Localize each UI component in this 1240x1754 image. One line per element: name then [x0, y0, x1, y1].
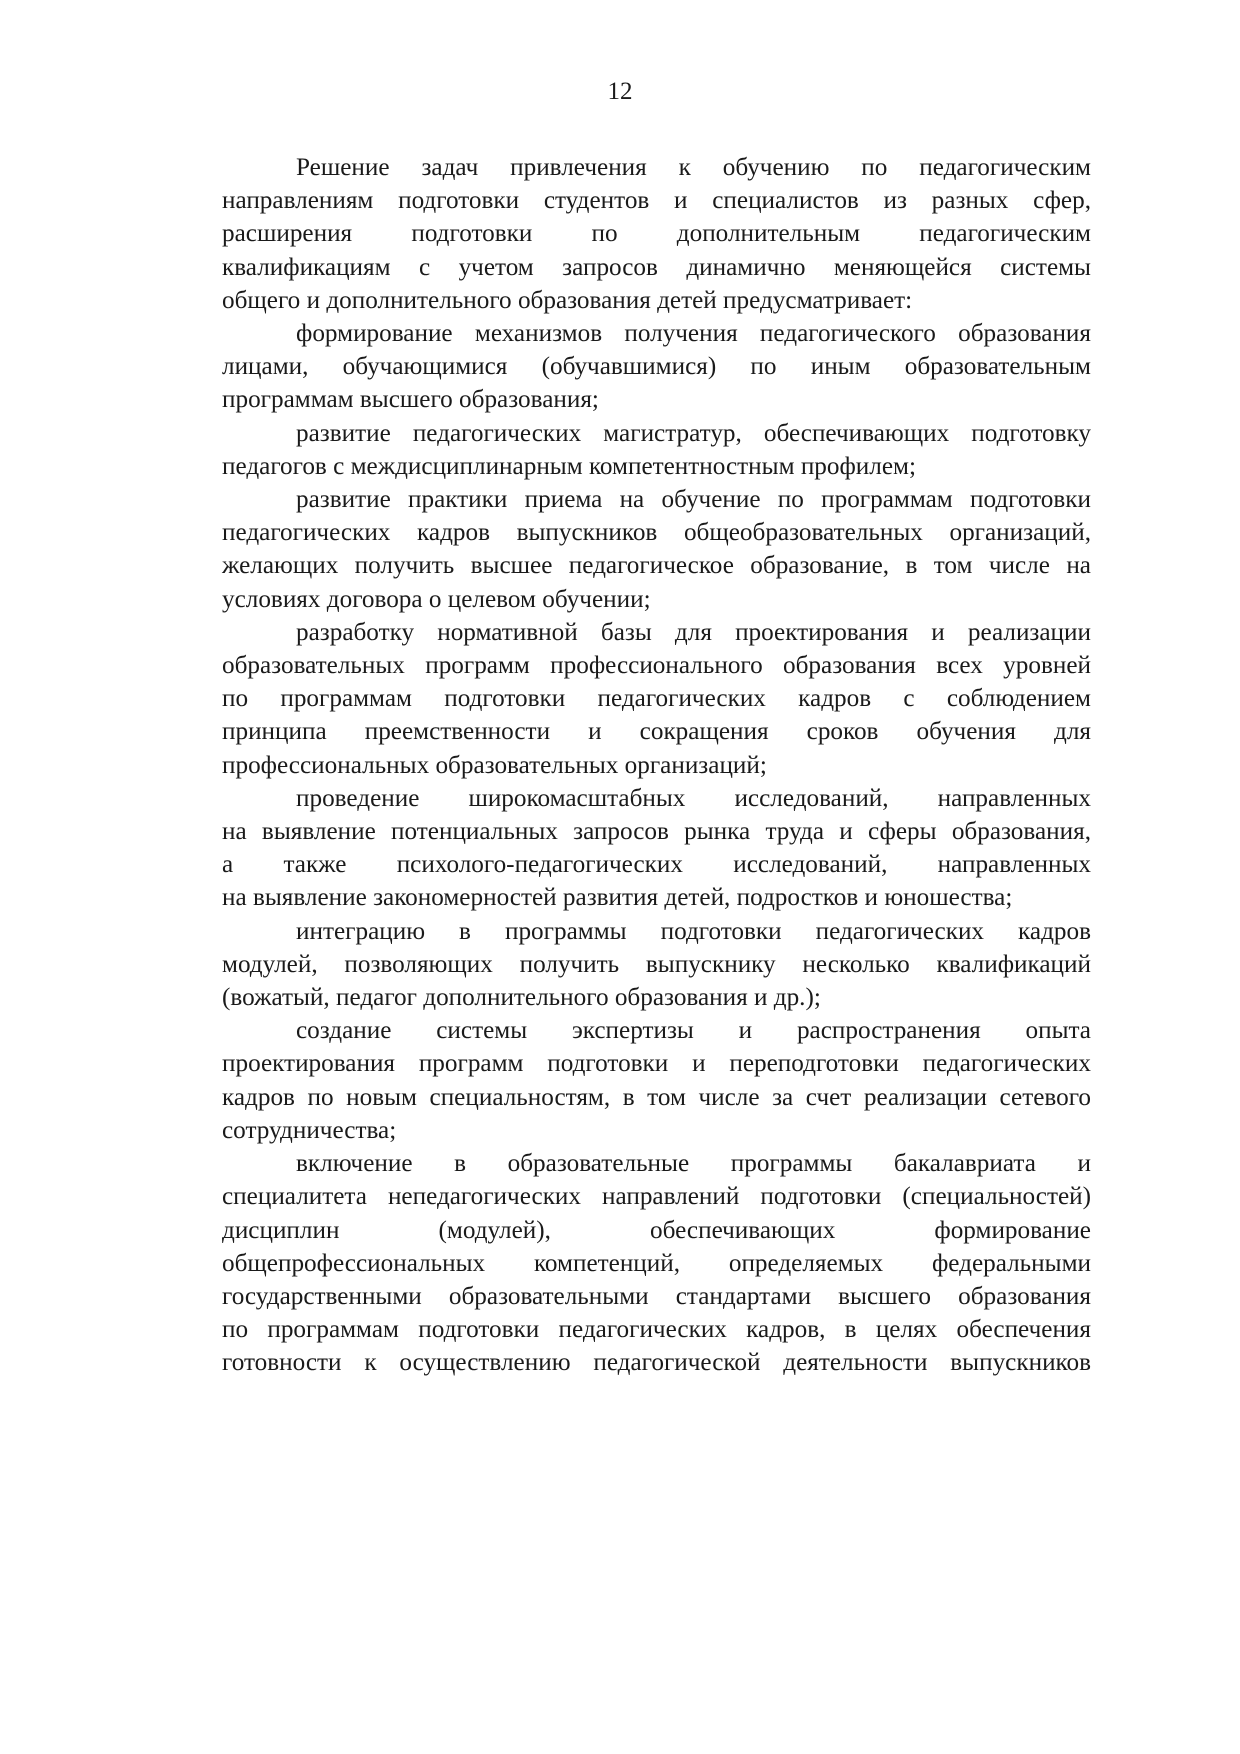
paragraph	[148, 317, 1091, 417]
text-line: на выявление закономерностей развития детей, подростков и юношества;	[222, 884, 1013, 912]
text-line: лицами, обучающимися (обучавшимися) по иным образовательным	[222, 353, 1091, 381]
text-line: разработку нормативной базы для проектирования и реализации	[296, 618, 1091, 646]
text-line: сотрудничества;	[222, 1116, 397, 1144]
text-line: программам высшего образования;	[222, 386, 599, 414]
text-line: проведение широкомасштабных исследований, направленных	[296, 784, 1091, 812]
paragraph	[148, 483, 1091, 616]
paragraph	[148, 1014, 1091, 1147]
text-line: квалификациям с учетом запросов динамично меняющейся системы	[222, 253, 1091, 281]
text-line: интеграцию в программы подготовки педагогических кадров	[296, 917, 1091, 945]
paragraph	[148, 417, 1091, 483]
text-line: специалитета непедагогических направлений подготовки (специальностей)	[222, 1183, 1091, 1211]
text-line: направлениям подготовки студентов и специалистов из разных сфер,	[222, 187, 1091, 215]
text-line: расширения подготовки по дополнительным педагогическим	[222, 220, 1091, 248]
text-line: государственными образовательными стандартами высшего образования	[222, 1282, 1091, 1310]
paragraph	[148, 782, 1091, 915]
text-line: образовательных программ профессионального образования всех уровней	[222, 652, 1091, 680]
text-line: общепрофессиональных компетенций, определяемых федеральными	[222, 1249, 1091, 1277]
text-line: желающих получить высшее педагогическое образование, в том числе на	[222, 552, 1091, 580]
text-line: (вожатый, педагог дополнительного образования и др.);	[222, 984, 821, 1012]
text-line: проектирования программ подготовки и переподготовки педагогических	[222, 1050, 1091, 1078]
text-line: включение в образовательные программы бакалавриата и	[296, 1150, 1091, 1178]
text-line: по программам подготовки педагогических кадров с соблюдением	[222, 685, 1091, 713]
text-line: готовности к осуществлению педагогической деятельности выпускников	[222, 1349, 1091, 1377]
text-line: общего и дополнительного образования детей предусматривает:	[222, 286, 913, 314]
page-number: 12	[607, 78, 633, 105]
text-line: Решение задач привлечения к обучению по педагогическим	[296, 154, 1091, 181]
text-line: а также психолого-педагогических исследований, направленных	[222, 851, 1091, 879]
text-line: формирование механизмов получения педагогического образования	[296, 320, 1091, 348]
text-line: создание системы экспертизы и распространения опыта	[296, 1017, 1091, 1045]
text-line: развитие практики приема на обучение по программам подготовки	[296, 486, 1091, 514]
text-line: условиях договора о целевом обучении;	[222, 585, 651, 613]
paragraph	[148, 915, 1091, 1015]
text-line: модулей, позволяющих получить выпускнику несколько квалификаций	[222, 950, 1091, 978]
text-line: педагогов с междисциплинарным компетентностным профилем;	[222, 452, 916, 480]
text-line: кадров по новым специальностям, в том числе за счет реализации сетевого	[222, 1083, 1091, 1111]
paragraph	[148, 1147, 1091, 1379]
text-line: принципа преемственности и сокращения сроков обучения для	[222, 718, 1091, 746]
text-line: дисциплин (модулей), обеспечивающих формирование	[222, 1216, 1091, 1244]
text-line: по программам подготовки педагогических кадров, в целях обеспечения	[222, 1316, 1091, 1344]
text-line: профессиональных образовательных организаций;	[222, 751, 767, 779]
text-line: на выявление потенциальных запросов рынка труда и сферы образования,	[222, 818, 1091, 846]
paragraph	[148, 616, 1091, 782]
text-line: педагогических кадров выпускников общеобразовательных организаций,	[222, 519, 1091, 547]
document-body	[148, 151, 1091, 1380]
paragraph	[148, 151, 1091, 317]
text-line: развитие педагогических магистратур, обеспечивающих подготовку	[296, 419, 1091, 447]
